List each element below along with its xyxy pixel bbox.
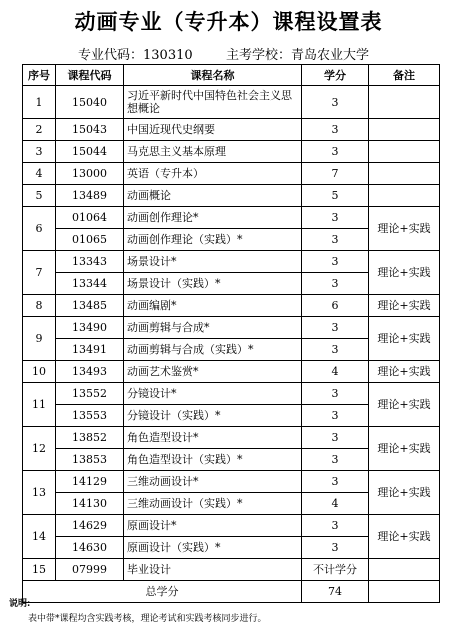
- cell-code: 13491: [56, 339, 124, 361]
- cell-credit: 4: [302, 361, 369, 383]
- cell-name: 马克思主义基本原理: [124, 141, 302, 163]
- table-header-row: [23, 65, 440, 86]
- cell-seq: 8: [23, 295, 56, 317]
- cell-note: 理论+实践: [369, 383, 440, 427]
- cell-note: 理论+实践: [369, 471, 440, 515]
- cell-name: 中国近现代史纲要: [124, 119, 302, 141]
- cell-note: 理论+实践: [369, 427, 440, 471]
- cell-note: 理论+实践: [369, 207, 440, 251]
- cell-name: 分镜设计*: [124, 383, 302, 405]
- cell-seq: 14: [23, 515, 56, 559]
- cell-code: 15040: [56, 86, 124, 119]
- cell-credit: 3: [302, 515, 369, 537]
- cell-code: 13489: [56, 185, 124, 207]
- cell-credit: 3: [302, 251, 369, 273]
- total-label: 总学分: [23, 581, 302, 603]
- cell-credit: 3: [302, 383, 369, 405]
- cell-code: 15044: [56, 141, 124, 163]
- cell-code: 14630: [56, 537, 124, 559]
- total-value: 74: [302, 581, 369, 603]
- table-row: [23, 185, 440, 207]
- cell-credit: 3: [302, 273, 369, 295]
- cell-note: [369, 141, 440, 163]
- cell-credit: 4: [302, 493, 369, 515]
- cell-credit: 3: [302, 449, 369, 471]
- cell-note: [369, 86, 440, 119]
- cell-code: 13490: [56, 317, 124, 339]
- cell-name: 动画编剧*: [124, 295, 302, 317]
- course-table: [22, 64, 440, 603]
- table-row: [23, 383, 440, 405]
- cell-credit: 3: [302, 537, 369, 559]
- cell-name: 动画创作理论（实践）*: [124, 229, 302, 251]
- table-row: [23, 471, 440, 493]
- cell-name: 场景设计*: [124, 251, 302, 273]
- cell-name: 三维动画设计（实践）*: [124, 493, 302, 515]
- cell-note: [369, 119, 440, 141]
- table-row: [23, 295, 440, 317]
- cell-seq: 2: [23, 119, 56, 141]
- cell-credit: 3: [302, 427, 369, 449]
- cell-note: 理论+实践: [369, 295, 440, 317]
- header-credit: 学分: [302, 65, 369, 86]
- table-row: [23, 317, 440, 339]
- cell-credit: 7: [302, 163, 369, 185]
- cell-name: 动画剪辑与合成（实践）*: [124, 339, 302, 361]
- table-row: [23, 515, 440, 537]
- table-row: [23, 207, 440, 229]
- cell-credit: 3: [302, 119, 369, 141]
- table-row: [23, 86, 440, 119]
- cell-seq: 15: [23, 559, 56, 581]
- cell-code: 13853: [56, 449, 124, 471]
- cell-name: 动画概论: [124, 185, 302, 207]
- table-row: [23, 163, 440, 185]
- cell-name: 动画剪辑与合成*: [124, 317, 302, 339]
- cell-code: 01065: [56, 229, 124, 251]
- cell-credit: 3: [302, 207, 369, 229]
- cell-seq: 9: [23, 317, 56, 361]
- cell-seq: 13: [23, 471, 56, 515]
- table-row: [23, 251, 440, 273]
- cell-note: 理论+实践: [369, 317, 440, 361]
- cell-name: 毕业设计: [124, 559, 302, 581]
- cell-code: 13343: [56, 251, 124, 273]
- cell-credit: 3: [302, 229, 369, 251]
- cell-name: 分镜设计（实践）*: [124, 405, 302, 427]
- cell-code: 14130: [56, 493, 124, 515]
- cell-name: 习近平新时代中国特色社会主义思想概论: [124, 86, 302, 119]
- cell-note: [369, 163, 440, 185]
- cell-name: 动画创作理论*: [124, 207, 302, 229]
- cell-seq: 12: [23, 427, 56, 471]
- cell-credit: 3: [302, 317, 369, 339]
- cell-credit: 3: [302, 471, 369, 493]
- cell-seq: 10: [23, 361, 56, 383]
- cell-code: 13552: [56, 383, 124, 405]
- cell-seq: 3: [23, 141, 56, 163]
- header-name: 课程名称: [124, 65, 302, 86]
- table-row: [23, 119, 440, 141]
- cell-note: [369, 185, 440, 207]
- notes-title: 说明:: [9, 599, 31, 609]
- table-row: [23, 361, 440, 383]
- cell-name: 原画设计（实践）*: [124, 537, 302, 559]
- cell-name: 场景设计（实践）*: [124, 273, 302, 295]
- cell-seq: 11: [23, 383, 56, 427]
- table-row: [23, 141, 440, 163]
- cell-name: 角色造型设计*: [124, 427, 302, 449]
- cell-code: 13485: [56, 295, 124, 317]
- cell-code: 15043: [56, 119, 124, 141]
- cell-code: 13852: [56, 427, 124, 449]
- table-row: [23, 427, 440, 449]
- cell-note: [369, 559, 440, 581]
- cell-note: 理论+实践: [369, 361, 440, 383]
- header-note: 备注: [369, 65, 440, 86]
- cell-code: 14129: [56, 471, 124, 493]
- cell-note: 理论+实践: [369, 515, 440, 559]
- cell-seq: 5: [23, 185, 56, 207]
- cell-code: 13493: [56, 361, 124, 383]
- cell-credit: 3: [302, 339, 369, 361]
- cell-credit: 不计学分: [302, 559, 369, 581]
- total-note: [369, 581, 440, 603]
- cell-code: 07999: [56, 559, 124, 581]
- cell-credit: 3: [302, 141, 369, 163]
- cell-name: 三维动画设计*: [124, 471, 302, 493]
- host-school: 主考学校：青岛农业大学: [226, 48, 370, 63]
- cell-code: 13000: [56, 163, 124, 185]
- header-code: 课程代码: [56, 65, 124, 86]
- cell-code: 13553: [56, 405, 124, 427]
- cell-credit: 3: [302, 405, 369, 427]
- cell-code: 01064: [56, 207, 124, 229]
- cell-credit: 5: [302, 185, 369, 207]
- cell-name: 原画设计*: [124, 515, 302, 537]
- cell-seq: 1: [23, 86, 56, 119]
- cell-name: 角色造型设计（实践）*: [124, 449, 302, 471]
- cell-note: 理论+实践: [369, 251, 440, 295]
- page-title: 动画专业（专升本）课程设置表: [74, 9, 383, 34]
- notes-body: 表中带*课程均含实践考核，理论考试和实践考核同步进行。: [28, 614, 267, 624]
- cell-credit: 6: [302, 295, 369, 317]
- cell-code: 13344: [56, 273, 124, 295]
- cell-seq: 7: [23, 251, 56, 295]
- cell-seq: 6: [23, 207, 56, 251]
- cell-seq: 4: [23, 163, 56, 185]
- major-code: 专业代码：130310: [78, 48, 193, 63]
- cell-name: 英语（专升本）: [124, 163, 302, 185]
- total-row: [23, 581, 440, 603]
- header-seq: 序号: [23, 65, 56, 86]
- cell-name: 动画艺术鉴赏*: [124, 361, 302, 383]
- table-row: [23, 559, 440, 581]
- cell-code: 14629: [56, 515, 124, 537]
- cell-credit: 3: [302, 86, 369, 119]
